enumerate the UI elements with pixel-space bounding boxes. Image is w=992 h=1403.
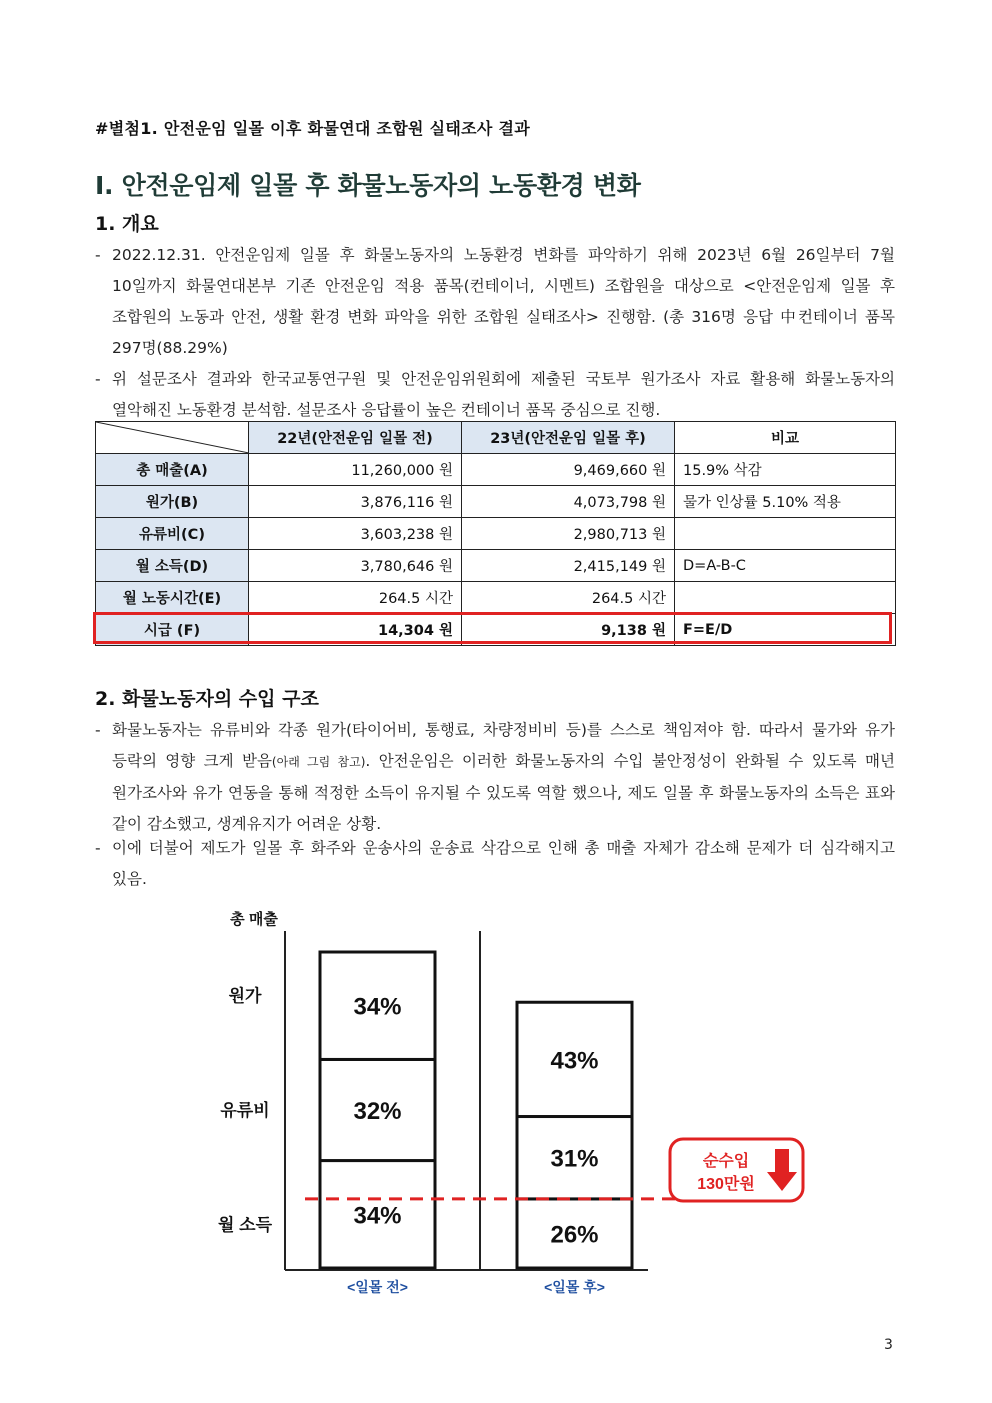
cell-before: 264.5 시간 xyxy=(249,582,462,614)
row-label: 시급 (F) xyxy=(96,614,249,646)
bar-data-label: 43% xyxy=(550,1047,599,1075)
cell-after: 2,980,713 원 xyxy=(462,518,675,550)
row-label: 총 매출(A) xyxy=(96,454,249,486)
bar-data-label: 26% xyxy=(550,1221,599,1249)
row-label: 원가(B) xyxy=(96,486,249,518)
series-label: 유류비 xyxy=(220,1101,270,1120)
cell-after: 264.5 시간 xyxy=(462,582,675,614)
cell-after: 9,469,660 원 xyxy=(462,454,675,486)
category-label: <일몰 후> xyxy=(544,1279,605,1295)
cell-before: 3,780,646 원 xyxy=(249,550,462,582)
bar-data-label: 34% xyxy=(353,1202,402,1230)
cell-note: D=A-B-C xyxy=(675,550,896,582)
income-bullet-1: - 화물노동자는 유류비와 각종 원가(타이어비, 통행료, 차량정비비 등)를 스스로 책임져야 함. 따라서 물가와 유가 등락의 영향 크게 받음(아래 그림 참고). 안전운임은 이러한 화물노동자의 수입 불안정성이 완화될 수 있도록 매년 원가조사와 유가 연동을 통해 적정한 소득이 유지될 수 있도록 역할 했으나, 제도 일몰 후 화물노동자의 소득은 표와 같이 감소했고, 생계유지가 어려운 상황. xyxy=(95,721,895,833)
section-title: Ⅰ. 안전운임제 일몰 후 화물노동자의 노동환경 변화 xyxy=(95,171,641,200)
chart-title: 총 매출 xyxy=(230,911,278,928)
annotation-line-2: 130만원 xyxy=(697,1176,755,1193)
bar-data-label: 34% xyxy=(353,993,402,1021)
column-header-note: 비교 xyxy=(675,422,896,454)
cell-after: 4,073,798 원 xyxy=(462,486,675,518)
cell-note: 물가 인상률 5.10% 적용 xyxy=(675,486,896,518)
page-number: 3 xyxy=(884,1337,893,1353)
bar-data-label: 31% xyxy=(550,1145,599,1173)
cell-note: 15.9% 삭감 xyxy=(675,454,896,486)
income-bullet-2: - 이에 더불어 제도가 일몰 후 화주와 운송사의 운송료 삭감으로 인해 총 매출 자체가 감소해 문제가 더 심각해지고 있음. xyxy=(95,839,895,888)
cell-after: 9,138 원 xyxy=(462,614,675,646)
series-label: 월 소득 xyxy=(218,1215,272,1235)
cell-note: F=E/D xyxy=(675,614,896,646)
column-header-before: 22년(안전운임 일몰 전) xyxy=(249,422,462,454)
overview-bullet-1: - 2022.12.31. 안전운임제 일몰 후 화물노동자의 노동환경 변화를 파악하기 위해 2023년 6월 26일부터 7월 10일까지 화물연대본부 기존 안전운임 적용 품목(컨테이너, 시멘트) 조합원을 대상으로 <안전운임제 일몰 후 조합원의 노동과 안전, 생활 환경 변화 파악을 위한 조합원 실태조사> 진행함. (총 316명 응답 中컨테이너 품목 297명(88.29%) xyxy=(95,246,895,357)
bar-data-label: 32% xyxy=(353,1098,402,1125)
category-label: <일몰 전> xyxy=(347,1279,408,1295)
column-header-after: 23년(안전운임 일몰 후) xyxy=(462,422,675,454)
row-label: 월 소득(D) xyxy=(96,550,249,582)
row-label: 유류비(C) xyxy=(96,518,249,550)
cell-before: 11,260,000 원 xyxy=(249,454,462,486)
row-label: 월 노동시간(E) xyxy=(96,582,249,614)
cell-after: 2,415,149 원 xyxy=(462,550,675,582)
cell-before: 3,603,238 원 xyxy=(249,518,462,550)
overview-bullet-2: - 위 설문조사 결과와 한국교통연구원 및 안전운임위원회에 제출된 국토부 원가조사 자료 활용해 화물노동자의 열악해진 노동환경 분석함. 설문조사 응답률이 높은 컨테이너 품목 중심으로 진행. xyxy=(95,370,895,419)
cell-before: 3,876,116 원 xyxy=(249,486,462,518)
overview-heading: 1. 개요 xyxy=(95,213,159,235)
income-heading: 2. 화물노동자의 수입 구조 xyxy=(95,688,319,710)
series-label: 원가 xyxy=(228,986,262,1006)
cell-before: 14,304 원 xyxy=(249,614,462,646)
attachment-title: #별첨1. 안전운임 일몰 이후 화물연대 조합원 실태조사 결과 xyxy=(95,119,530,138)
annotation-line-1: 순수입 xyxy=(702,1153,750,1170)
